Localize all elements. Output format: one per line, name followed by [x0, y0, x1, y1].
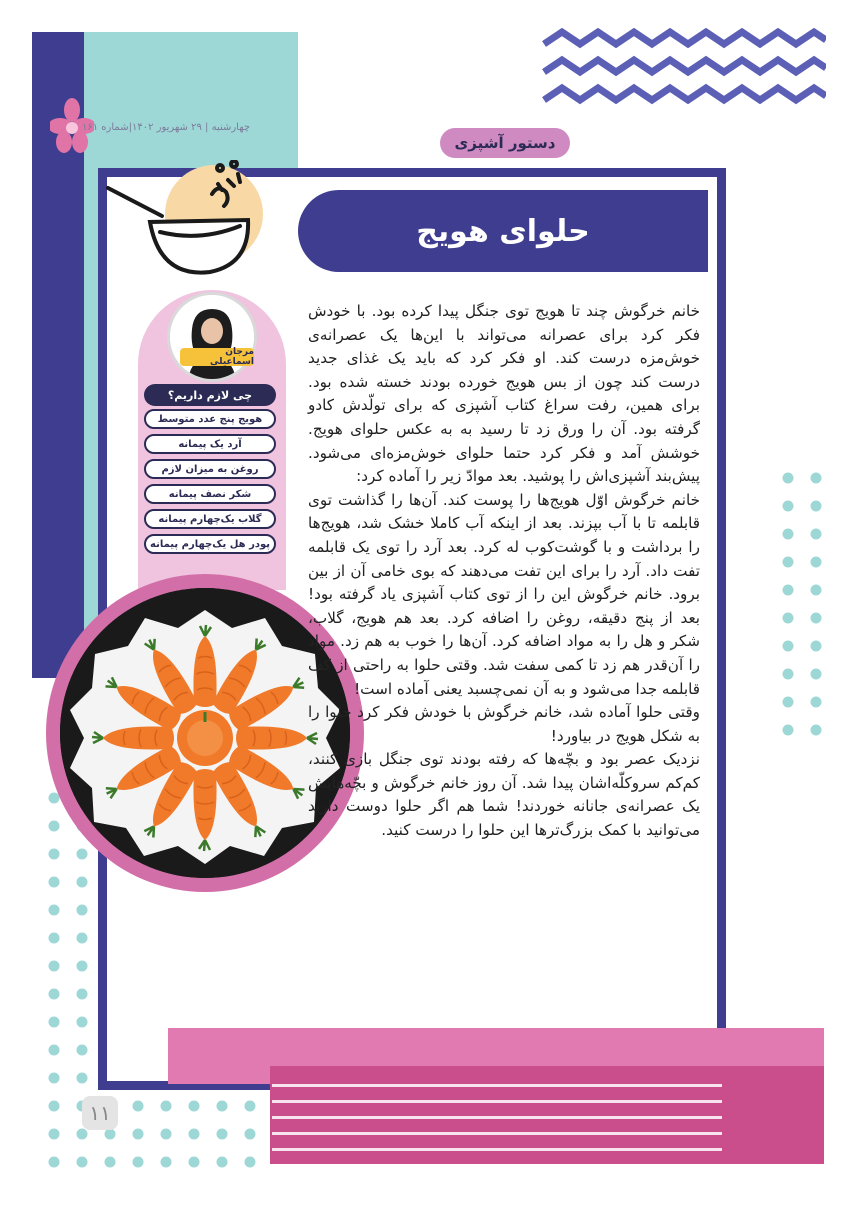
- decor-dot: [77, 849, 88, 860]
- decor-dot: [245, 1101, 256, 1112]
- decor-dot: [217, 1157, 228, 1168]
- decor-dot: [189, 1129, 200, 1140]
- issue-info: چهارشنبه | ۲۹ شهریور ۱۴۰۲|شماره ۱۶۱: [82, 122, 251, 133]
- decor-dot: [49, 933, 60, 944]
- dot-pattern-right: [780, 470, 840, 770]
- carrot-halva-photo: [60, 588, 350, 878]
- ingredient-item: روغن به میزان لازم: [144, 459, 276, 479]
- ingredient-item: آرد یک پیمانه: [144, 434, 276, 454]
- decor-dot: [811, 501, 822, 512]
- decor-dot: [49, 961, 60, 972]
- ingredient-item: شکر نصف پیمانه: [144, 484, 276, 504]
- decor-dot: [161, 1157, 172, 1168]
- decor-dot: [49, 821, 60, 832]
- carrot-halva-illustration: [60, 588, 350, 878]
- decor-dot: [105, 1129, 116, 1140]
- decor-dot: [77, 933, 88, 944]
- decor-dot: [49, 1101, 60, 1112]
- decor-dot: [783, 585, 794, 596]
- decor-dot: [49, 1017, 60, 1028]
- decor-dot: [811, 585, 822, 596]
- decor-dot: [811, 641, 822, 652]
- decor-dot: [189, 1101, 200, 1112]
- author-avatar: [167, 292, 257, 382]
- decor-dot: [811, 697, 822, 708]
- decor-dot: [783, 557, 794, 568]
- wok-icon: [100, 160, 260, 280]
- decor-dot: [49, 1045, 60, 1056]
- zigzag-decoration: [540, 28, 826, 112]
- decor-dot: [217, 1101, 228, 1112]
- decor-dot: [77, 877, 88, 888]
- footer-stripe: [272, 1148, 722, 1151]
- decor-dot: [783, 473, 794, 484]
- decor-dot: [783, 725, 794, 736]
- decor-dot: [105, 1157, 116, 1168]
- decor-dot: [245, 1129, 256, 1140]
- decor-dot: [245, 1157, 256, 1168]
- decor-dot: [77, 961, 88, 972]
- ingredient-item: پودر هل یک‌چهارم پیمانه: [144, 534, 276, 554]
- decor-dot: [77, 1129, 88, 1140]
- decor-dot: [77, 1157, 88, 1168]
- decor-dot: [217, 1129, 228, 1140]
- decor-dot: [133, 1101, 144, 1112]
- page-number: ۱۱: [82, 1096, 118, 1130]
- decor-dot: [77, 905, 88, 916]
- decor-dot: [783, 501, 794, 512]
- decor-dot: [811, 725, 822, 736]
- decor-dot: [783, 669, 794, 680]
- decor-dot: [77, 989, 88, 1000]
- decor-dot: [49, 877, 60, 888]
- decor-dot: [811, 473, 822, 484]
- decor-dot: [189, 1157, 200, 1168]
- article-title: حلوای هویج: [416, 213, 590, 249]
- decor-dot: [811, 669, 822, 680]
- decor-dot: [77, 1073, 88, 1084]
- decor-dot: [133, 1129, 144, 1140]
- decor-dot: [49, 849, 60, 860]
- decor-dot: [77, 1045, 88, 1056]
- decor-dot: [49, 1073, 60, 1084]
- decor-dot: [811, 557, 822, 568]
- decor-dot: [783, 529, 794, 540]
- ingredients-header: چی لازم داریم؟: [144, 384, 276, 406]
- ingredient-item: گلاب یک‌چهارم پیمانه: [144, 509, 276, 529]
- decor-dot: [161, 1101, 172, 1112]
- decor-dot: [783, 613, 794, 624]
- decor-dot: [49, 905, 60, 916]
- author-name: مرجان اسماعیلی: [180, 348, 254, 366]
- decor-dot: [49, 1129, 60, 1140]
- decor-dot: [161, 1129, 172, 1140]
- footer-stripe: [272, 1132, 722, 1135]
- decor-dot: [133, 1157, 144, 1168]
- category-badge: دستور آشپزی: [440, 128, 570, 158]
- article-body: خانم خرگوش چند تا هویج توی جنگل پیدا کرده بود. با خودش فکر کرد برای عصرانه می‌تواند با این‌ها یک عصرانه‌ی خوش‌مزه درست کند. او فکر کرد که باید یک غذای جدید درست کند چون از بس هویج خورده بودند خسته شده بود. برای همین، رفت سراغ کتاب آشپزی که برای تولّدش کادو گرفته بود. آن را ورق زد تا رسید به به عکس حلوای هویج. خوشش آمد و فکر کرد حتما حلوای خوش‌مزه‌ای می‌شود. پیش‌بند آشپزی‌اش را پوشید. بعد موادّ زیر را آماده کرد: خانم خرگوش اوّل هویج‌ها را پوست کند. آن‌ها را گذاشت توی قابلمه تا با آب بپزند. بعد از اینکه آب کاملا خشک شد، هویج‌ها را برداشت و با گوشت‌کوب له کرد. بعد آرد را توی یک قابلمه تفت داد. آرد را برای این تفت می‌دهند که بوی خامی آن از بین برود. خانم خرگوش این را از توی کتاب آشپزی یاد گرفته بود! بعد از پنج دقیقه، روغن را اضافه کرد. بعد هم هویج، گلاب، شکر و هل را به مواد اضافه کرد. آن‌ها را خوب به‌ هم زد. مواد را آن‌قدر هم زد تا کمی سفت شد. وقتی حلوا به‌ راحتی از کف قابلمه جدا می‌شود و به آن نمی‌چسبد یعنی آماده است! وقتی حلوا آماده شد، خانم خرگوش با خودش فکر کرد حلوا را به شکل هویج در بیاورد! نزدیک عصر بود و بچّه‌ها که رفته بودند توی جنگل بازی کنند، کم‌کم سروکلّه‌اشان پیدا شد. آن روز خانم خرگوش و بچّه‌هایش یک عصرانه‌ی جانانه خوردند! شما هم اگر حلوا دوست دارید می‌توانید با کمک بزرگ‌ترها این حلوا را درست کنید.: [308, 302, 700, 840]
- decor-dot: [49, 989, 60, 1000]
- footer-stripe: [272, 1084, 722, 1087]
- ingredient-item: هویج پنج عدد متوسط: [144, 409, 276, 429]
- decor-dot: [49, 1157, 60, 1168]
- decor-dot: [783, 641, 794, 652]
- decor-dot: [811, 613, 822, 624]
- decor-dot: [811, 529, 822, 540]
- footer-stripe: [272, 1100, 722, 1103]
- decor-dot: [783, 697, 794, 708]
- decor-dot: [77, 1017, 88, 1028]
- footer-stripe: [272, 1116, 722, 1119]
